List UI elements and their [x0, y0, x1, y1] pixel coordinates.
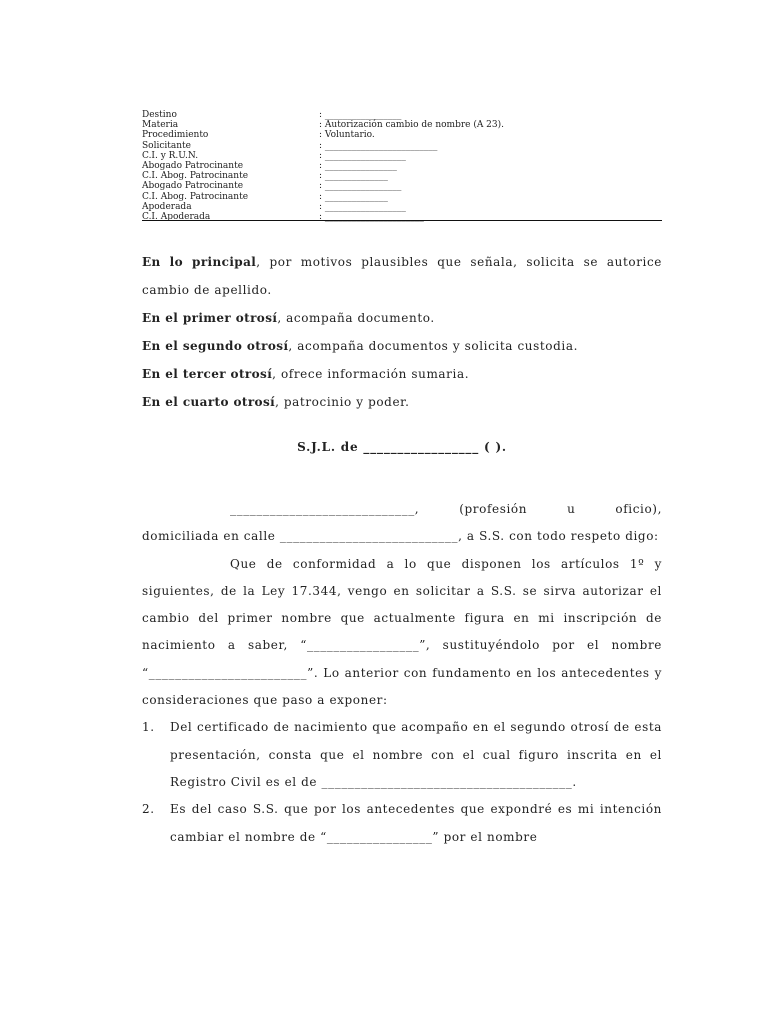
header-row-solicitante: Solicitante : _________________________: [142, 140, 438, 151]
summary-principal-cont: cambio de apellido.: [142, 283, 272, 297]
header-row-procedimiento: Procedimiento : Voluntario.: [142, 130, 375, 141]
header-row-ci-apoderada: C.I. Apoderada : ______________________: [142, 212, 424, 223]
header-row-destino: Destino : _________________: [142, 110, 402, 120]
header-row-abogado-2: Abogado Patrocinante : _________________: [142, 181, 402, 192]
header-row-abogado-1: Abogado Patrocinante : ________________: [142, 161, 397, 172]
header-row-ci-abogado-2: C.I. Abog. Patrocinante : ______________: [142, 191, 388, 202]
summary-block: [142, 248, 662, 416]
header-divider: [142, 220, 662, 221]
header-table: [142, 110, 662, 222]
numbered-list: [142, 714, 662, 850]
header-row-materia: Materia : Autorización cambio de nombre (A 23).: [142, 120, 505, 131]
body-p2: Que de conformidad a lo que disponen los artículos 1º y siguientes, de la Ley 17.344, vengo en solicitar a S.S. se sirva autorizar el cambio del primer nombre que actualmente figura en mi inscripción de nacimiento a saber, “_________________”, sustituyéndolo por el nombre “________________________”. Lo anterior con fundamento en los antecedentes y consideraciones que paso a exponer:: [142, 556, 662, 708]
summary-otrosi-1: En el primer otrosí, acompaña documento.: [142, 311, 435, 325]
body-p1-line1: ____________________________, (profesión u oficio),: [230, 502, 662, 516]
header-row-ci-run: C.I. y R.U.N. : __________________: [142, 150, 406, 161]
summary-otrosi-3: En el tercer otrosí, ofrece información sumaria.: [142, 367, 470, 381]
body-text: [142, 496, 662, 851]
summary-otrosi-2: En el segundo otrosí, acompaña documentos y solicita custodia.: [142, 339, 578, 353]
header-row-apoderada: Apoderada : __________________: [142, 201, 406, 212]
list-item: 1. Del certificado de nacimiento que acompaño en el segundo otrosí de esta presentación, consta que el nombre con el cual figuro inscrita en el Registro Civil es el de ______________________________________.: [142, 720, 662, 789]
list-item: 2. Es del caso S.S. que por los antecedentes que expondré es mi intención cambiar el nombre de “________________” por el nombre: [142, 802, 662, 844]
body-p1-rest: domiciliada en calle ___________________________, a S.S. con todo respeto digo:: [142, 529, 659, 544]
summary-principal: En lo principal, por motivos plausibles que señala, solicita se autorice: [142, 255, 662, 269]
addressee-line: S.J.L. de _________________ ( ).: [297, 440, 507, 454]
summary-otrosi-4: En el cuarto otrosí, patrocinio y poder.: [142, 395, 410, 409]
header-row-ci-abogado-1: C.I. Abog. Patrocinante : ______________: [142, 171, 388, 182]
